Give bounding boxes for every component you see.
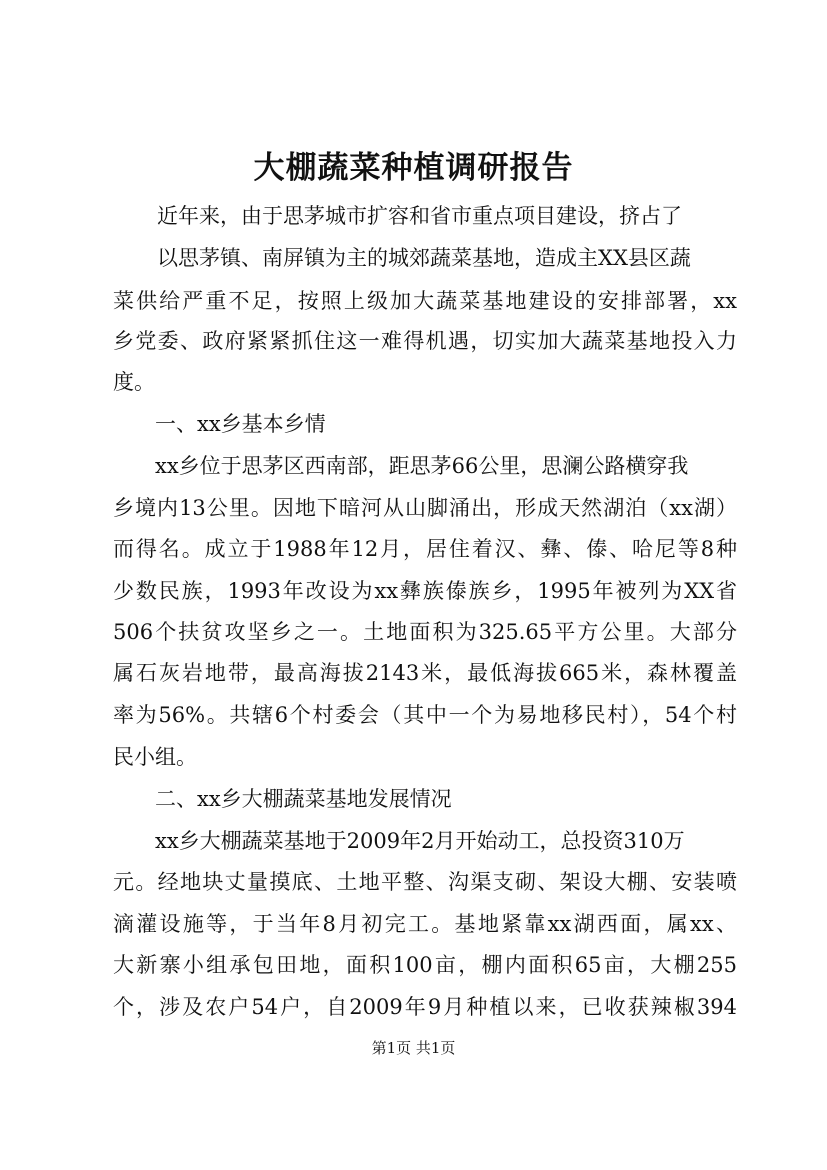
paragraph-line: 少数民族，1993年改设为xx彝族傣族乡，1995年被列为XX省 <box>113 579 737 603</box>
paragraph-line: 个，涉及农户54户，自2009年9月种植以来，已收获辣椒394 <box>113 995 737 1019</box>
paragraph-line: 民小组。 <box>113 745 197 769</box>
section-heading: 一、xx乡基本乡情 <box>155 412 326 436</box>
paragraph-line: 度。 <box>113 370 155 394</box>
section-heading: 二、xx乡大棚蔬菜基地发展情况 <box>155 787 452 811</box>
paragraph-line: 大新寨小组承包田地，面积100亩，棚内面积65亩，大棚255 <box>113 953 737 977</box>
paragraph-line: 506个扶贫攻坚乡之一。土地面积为325.65平方公里。大部分 <box>113 620 737 644</box>
paragraph-line: 而得名。成立于1988年12月，居住着汉、彝、傣、哈尼等8种 <box>113 537 737 561</box>
paragraph-line: 菜供给严重不足，按照上级加大蔬菜基地建设的安排部署，xx <box>113 289 737 313</box>
paragraph-line: 乡境内13公里。因地下暗河从山脚涌出，形成天然湖泊（xx湖） <box>113 496 737 520</box>
paragraph-line: 率为56%。共辖6个村委会（其中一个为易地移民村），54个村 <box>113 703 737 727</box>
paragraph-line: 元。经地块丈量摸底、土地平整、沟渠支砌、架设大棚、安装喷 <box>113 870 737 894</box>
paragraph-line: 近年来，由于思茅城市扩容和省市重点项目建设，挤占了 <box>157 204 682 228</box>
paragraph-line: 滴灌设施等，于当年8月初完工。基地紧靠xx湖西面，属xx、 <box>113 912 737 936</box>
paragraph-line: xx乡位于思茅区西南部，距思茅66公里，思澜公路横穿我 <box>155 454 689 478</box>
paragraph-line: 以思茅镇、南屏镇为主的城郊蔬菜基地，造成主XX县区蔬 <box>157 246 691 270</box>
page-footer: 第1页 共1页 <box>371 1039 456 1057</box>
paragraph-line: 乡党委、政府紧紧抓住这一难得机遇，切实加大蔬菜基地投入力 <box>113 329 737 353</box>
paragraph-line: 属石灰岩地带，最高海拔2143米，最低海拔665米，森林覆盖 <box>113 661 737 685</box>
paragraph-line: xx乡大棚蔬菜基地于2009年2月开始动工，总投资310万 <box>155 829 685 853</box>
document-title: 大棚蔬菜种植调研报告 <box>253 150 574 186</box>
